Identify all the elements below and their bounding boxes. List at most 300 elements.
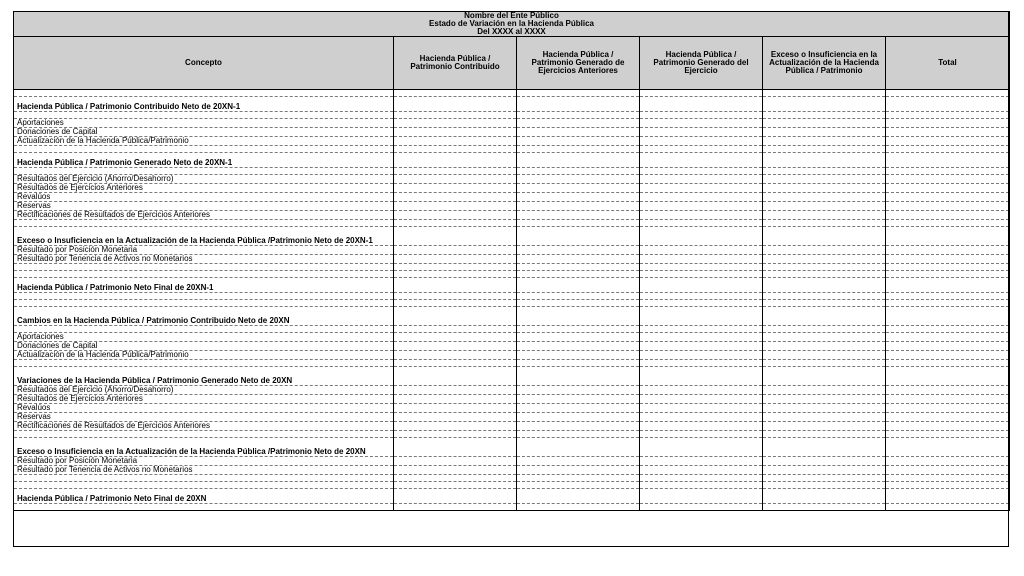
value-cell [886,475,1010,482]
value-cell [763,457,886,466]
value-cell [394,112,517,119]
value-cell [517,255,640,264]
value-cell [640,137,763,146]
value-cell [886,128,1010,137]
blank-row [14,293,1010,300]
value-cell [394,90,517,97]
value-cell [763,193,886,202]
value-cell [886,482,1010,489]
period-range: Del XXXX al XXXX [477,27,546,36]
value-cell [517,271,640,278]
value-cell [886,360,1010,367]
value-cell [886,153,1010,168]
value-cell [394,489,517,504]
value-cell [640,457,763,466]
value-cell [517,184,640,193]
value-cell [886,119,1010,128]
value-cell [640,300,763,307]
value-cell [640,128,763,137]
table-row [14,466,1010,475]
value-cell [763,395,886,404]
blank-row [14,504,1010,511]
concept-label: Aportaciones [14,119,394,128]
value-cell [640,466,763,475]
value-cell [763,293,886,300]
concept-label: Hacienda Pública / Patrimonio Neto Final de 20XN-1 [14,278,394,293]
value-cell [394,264,517,271]
empty-cell [14,300,394,307]
value-cell [394,293,517,300]
value-cell [763,386,886,395]
value-cell [394,227,517,246]
value-cell [763,211,886,220]
value-cell [517,482,640,489]
value-cell [394,175,517,184]
value-cell [394,431,517,438]
value-cell [886,255,1010,264]
value-cell [640,246,763,255]
value-cell [886,97,1010,112]
value-cell [640,326,763,333]
value-cell [640,153,763,168]
table-row [14,457,1010,466]
section-heading-row [14,97,1010,112]
value-cell [517,351,640,360]
value-cell [763,220,886,227]
blank-row [14,482,1010,489]
value-cell [886,504,1010,511]
value-cell [886,431,1010,438]
value-cell [886,168,1010,175]
concept-label: Revalúos [14,404,394,413]
blank-row [14,220,1010,227]
value-cell [763,271,886,278]
value-cell [640,220,763,227]
value-cell [886,413,1010,422]
value-cell [640,351,763,360]
value-cell [640,367,763,386]
value-cell [394,351,517,360]
value-cell [886,112,1010,119]
value-cell [886,395,1010,404]
table-row [14,255,1010,264]
value-cell [640,146,763,153]
value-cell [886,307,1010,326]
value-cell [640,202,763,211]
value-cell [886,227,1010,246]
blank-row [14,168,1010,175]
value-cell [394,193,517,202]
value-cell [763,489,886,504]
concept-label: Resultados del Ejercicio (Ahorro/Desahorro) [14,386,394,395]
value-cell [763,264,886,271]
value-cell [763,153,886,168]
empty-cell [14,146,394,153]
value-cell [517,342,640,351]
concept-label: Hacienda Pública / Patrimonio Contribuido Neto de 20XN-1 [14,97,394,112]
blank-row [14,431,1010,438]
concept-label: Cambios en la Hacienda Pública / Patrimonio Contribuido Neto de 20XN [14,307,394,326]
statement-sheet [13,11,1009,511]
value-cell [763,146,886,153]
value-cell [640,438,763,457]
value-cell [886,211,1010,220]
value-cell [763,255,886,264]
value-cell [763,475,886,482]
concept-label: Donaciones de Capital [14,128,394,137]
empty-cell [14,326,394,333]
value-cell [886,386,1010,395]
value-cell [517,293,640,300]
table-row [14,128,1010,137]
table-row [14,395,1010,404]
blank-row [14,146,1010,153]
value-cell [517,466,640,475]
value-cell [763,431,886,438]
concept-label: Rectificaciones de Resultados de Ejercicios Anteriores [14,422,394,431]
value-cell [394,457,517,466]
value-cell [640,112,763,119]
concept-label: Resultados de Ejercicios Anteriores [14,184,394,193]
value-cell [394,278,517,293]
value-cell [394,119,517,128]
concept-label: Exceso o Insuficiencia en la Actualización de la Hacienda Pública /Patrimonio Neto de 20XN [14,438,394,457]
value-cell [886,293,1010,300]
value-cell [517,175,640,184]
table-row [14,202,1010,211]
concept-label: Resultado por Posición Monetaria [14,457,394,466]
blank-row [14,300,1010,307]
value-cell [640,90,763,97]
concept-label: Actualización de la Hacienda Pública/Patrimonio [14,137,394,146]
value-cell [886,246,1010,255]
table-row [14,175,1010,184]
value-cell [640,475,763,482]
value-cell [394,438,517,457]
value-cell [394,211,517,220]
value-cell [517,333,640,342]
value-cell [517,475,640,482]
value-cell [640,293,763,300]
value-cell [394,271,517,278]
value-cell [517,97,640,112]
value-cell [640,278,763,293]
value-cell [640,422,763,431]
value-cell [886,404,1010,413]
value-cell [517,112,640,119]
concept-label: Reservas [14,413,394,422]
value-cell [394,307,517,326]
value-cell [517,395,640,404]
concept-label: Resultado por Tenencia de Activos no Monetarios [14,466,394,475]
empty-cell [14,264,394,271]
value-cell [394,153,517,168]
concept-label: Aportaciones [14,333,394,342]
concept-label: Donaciones de Capital [14,342,394,351]
concept-label: Resultado por Posición Monetaria [14,246,394,255]
column-header-exceso-insuficiencia: Exceso o Insuficiencia en la Actualización de la Hacienda Pública / Patrimonio [763,37,886,90]
blank-row [14,360,1010,367]
value-cell [517,367,640,386]
value-cell [763,119,886,128]
value-cell [640,193,763,202]
value-cell [394,326,517,333]
concept-label: Resultado por Tenencia de Activos no Monetarios [14,255,394,264]
value-cell [394,220,517,227]
value-cell [886,367,1010,386]
value-cell [640,342,763,351]
table-row [14,246,1010,255]
value-cell [886,264,1010,271]
value-cell [886,184,1010,193]
value-cell [517,404,640,413]
blank-row [14,271,1010,278]
value-cell [763,367,886,386]
value-cell [886,326,1010,333]
value-cell [763,128,886,137]
value-cell [517,326,640,333]
value-cell [517,211,640,220]
value-cell [394,395,517,404]
value-cell [763,482,886,489]
value-cell [763,175,886,184]
value-cell [640,431,763,438]
statement-table [13,11,1010,511]
value-cell [517,90,640,97]
value-cell [394,360,517,367]
value-cell [640,333,763,342]
value-cell [394,404,517,413]
value-cell [886,137,1010,146]
value-cell [517,137,640,146]
value-cell [394,386,517,395]
value-cell [517,128,640,137]
concept-label: Actualización de la Hacienda Pública/Patrimonio [14,351,394,360]
table-row [14,404,1010,413]
value-cell [640,97,763,112]
concept-label: Hacienda Pública / Patrimonio Neto Final de 20XN [14,489,394,504]
value-cell [517,153,640,168]
column-header-generado-anteriores: Hacienda Pública / Patrimonio Generado de Ejercicios Anteriores [517,37,640,90]
value-cell [394,246,517,255]
value-cell [517,193,640,202]
concept-label: Rectificaciones de Resultados de Ejercicios Anteriores [14,211,394,220]
column-header-contribuido: Hacienda Pública / Patrimonio Contribuido [394,37,517,90]
value-cell [640,184,763,193]
value-cell [517,119,640,128]
value-cell [517,264,640,271]
concept-label: Variaciones de la Hacienda Pública / Patrimonio Generado Neto de 20XN [14,367,394,386]
empty-cell [14,475,394,482]
value-cell [517,220,640,227]
value-cell [763,137,886,146]
value-cell [886,457,1010,466]
value-cell [640,307,763,326]
value-cell [886,466,1010,475]
section-heading-row [14,227,1010,246]
concept-label: Hacienda Pública / Patrimonio Generado Neto de 20XN-1 [14,153,394,168]
concept-label: Resultados de Ejercicios Anteriores [14,395,394,404]
table-row [14,413,1010,422]
value-cell [763,422,886,431]
table-row [14,422,1010,431]
empty-cell [14,220,394,227]
value-cell [763,404,886,413]
empty-cell [14,90,394,97]
concept-label: Revalúos [14,193,394,202]
value-cell [763,90,886,97]
value-cell [640,255,763,264]
value-cell [517,168,640,175]
value-cell [886,193,1010,202]
value-cell [763,300,886,307]
empty-cell [14,360,394,367]
value-cell [640,413,763,422]
value-cell [394,300,517,307]
table-row [14,193,1010,202]
empty-cell [14,168,394,175]
value-cell [394,97,517,112]
value-cell [763,227,886,246]
value-cell [640,489,763,504]
entity-name: Nombre del Ente Público [464,11,559,20]
statement-name: Estado de Variación en la Hacienda Pública [429,19,594,28]
value-cell [763,466,886,475]
empty-cell [14,482,394,489]
value-cell [517,202,640,211]
value-cell [517,307,640,326]
value-cell [886,271,1010,278]
value-cell [763,202,886,211]
value-cell [763,333,886,342]
value-cell [394,146,517,153]
value-cell [763,438,886,457]
value-cell [517,360,640,367]
empty-cell [14,504,394,511]
value-cell [763,326,886,333]
value-cell [394,475,517,482]
value-cell [394,422,517,431]
value-cell [640,119,763,128]
value-cell [886,438,1010,457]
column-header-concepto: Concepto [14,37,394,90]
value-cell [517,504,640,511]
section-heading-row [14,489,1010,504]
value-cell [763,360,886,367]
value-cell [763,307,886,326]
blank-row [14,475,1010,482]
value-cell [517,413,640,422]
value-cell [394,168,517,175]
table-row [14,211,1010,220]
value-cell [640,175,763,184]
value-cell [763,342,886,351]
table-row [14,119,1010,128]
value-cell [886,422,1010,431]
value-cell [394,482,517,489]
value-cell [517,300,640,307]
value-cell [640,504,763,511]
value-cell [886,489,1010,504]
value-cell [640,271,763,278]
value-cell [394,128,517,137]
table-row [14,137,1010,146]
concept-label: Resultados del Ejercicio (Ahorro/Desahorro) [14,175,394,184]
value-cell [394,342,517,351]
value-cell [394,413,517,422]
value-cell [886,278,1010,293]
value-cell [394,504,517,511]
value-cell [886,300,1010,307]
concept-label: Exceso o Insuficiencia en la Actualización de la Hacienda Pública /Patrimonio Neto de 20XN-1 [14,227,394,246]
value-cell [517,422,640,431]
value-cell [640,360,763,367]
value-cell [763,112,886,119]
value-cell [640,404,763,413]
section-heading-row [14,367,1010,386]
value-cell [763,504,886,511]
value-cell [886,342,1010,351]
value-cell [394,466,517,475]
section-heading-row [14,438,1010,457]
value-cell [517,431,640,438]
blank-row [14,90,1010,97]
column-header-total: Total [886,37,1010,90]
value-cell [886,202,1010,211]
value-cell [763,278,886,293]
value-cell [763,168,886,175]
report-title [14,12,1010,37]
value-cell [517,227,640,246]
value-cell [517,146,640,153]
value-cell [886,220,1010,227]
value-cell [640,482,763,489]
empty-cell [14,293,394,300]
value-cell [517,386,640,395]
value-cell [886,175,1010,184]
table-row [14,184,1010,193]
table-row [14,351,1010,360]
value-cell [640,168,763,175]
value-cell [394,333,517,342]
value-cell [640,227,763,246]
table-row [14,342,1010,351]
empty-cell [14,112,394,119]
section-heading-row [14,307,1010,326]
value-cell [886,351,1010,360]
section-heading-row [14,153,1010,168]
value-cell [394,367,517,386]
value-cell [886,146,1010,153]
value-cell [640,395,763,404]
empty-cell [14,271,394,278]
value-cell [517,438,640,457]
value-cell [886,90,1010,97]
value-cell [517,246,640,255]
value-cell [517,278,640,293]
value-cell [886,333,1010,342]
table-row [14,333,1010,342]
value-cell [394,184,517,193]
value-cell [517,457,640,466]
blank-row [14,326,1010,333]
value-cell [394,137,517,146]
column-header-row [14,37,1010,90]
value-cell [763,351,886,360]
concept-label: Reservas [14,202,394,211]
value-cell [763,246,886,255]
value-cell [640,211,763,220]
